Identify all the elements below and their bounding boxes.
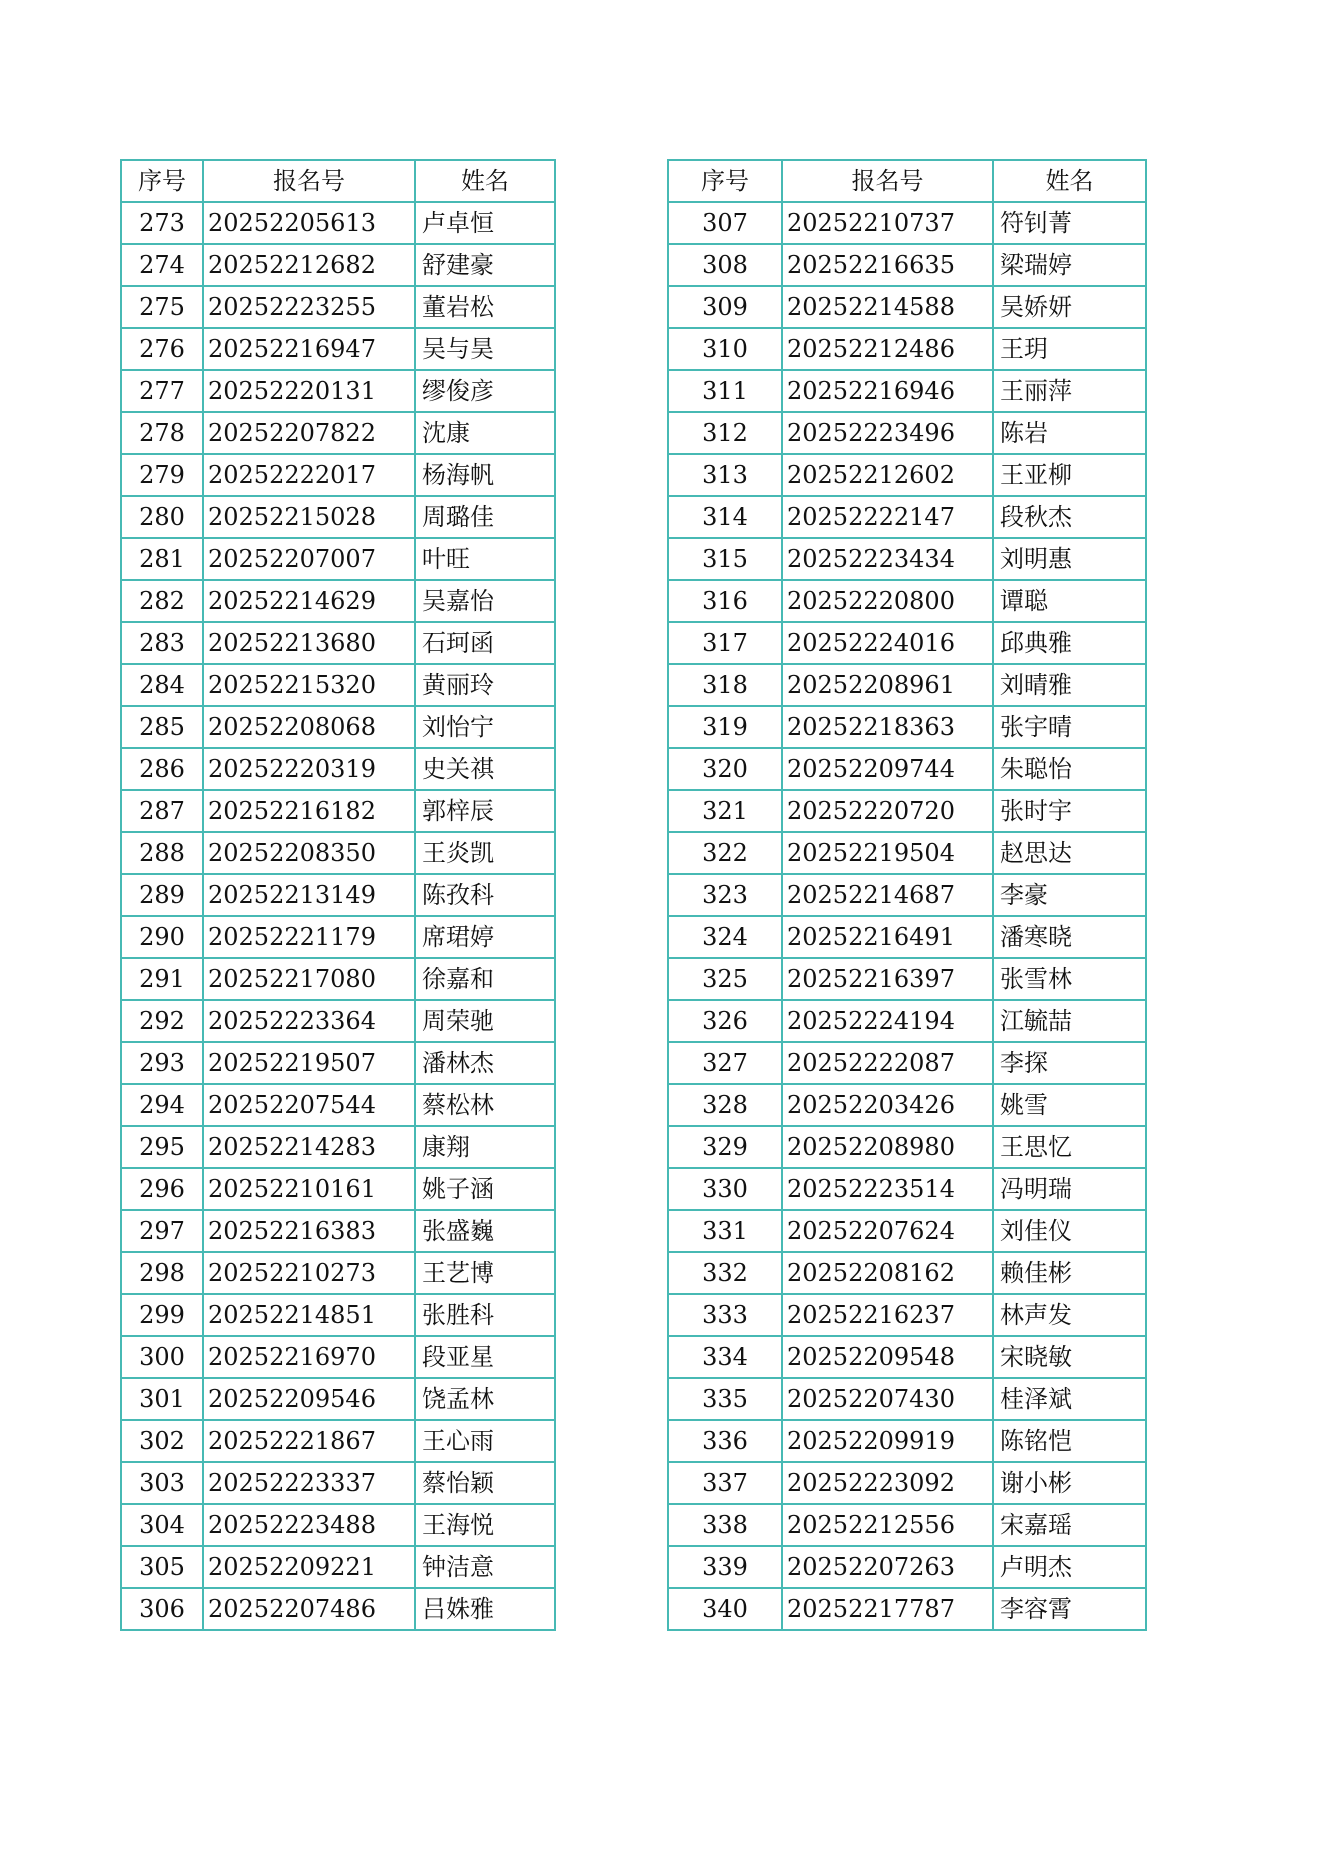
regno-cell: 20252219507	[203, 1042, 415, 1084]
regno-cell: 20252207822	[203, 412, 415, 454]
table-row	[668, 1210, 1146, 1252]
name-cell: 席珺婷	[415, 916, 555, 958]
regno-cell: 20252208350	[203, 832, 415, 874]
name-cell: 冯明瑞	[993, 1168, 1146, 1210]
regno-cell: 20252208162	[782, 1252, 993, 1294]
table-row	[668, 1126, 1146, 1168]
regno-cell: 20252224016	[782, 622, 993, 664]
name-cell: 王艺博	[415, 1252, 555, 1294]
table-row	[668, 1294, 1146, 1336]
name-cell: 朱聪怡	[993, 748, 1146, 790]
name-cell: 张盛巍	[415, 1210, 555, 1252]
table-row	[121, 916, 555, 958]
table-row	[121, 1210, 555, 1252]
table-row	[668, 1000, 1146, 1042]
seq-cell: 338	[668, 1504, 782, 1546]
table-row	[668, 1588, 1146, 1630]
table-row	[668, 412, 1146, 454]
name-cell: 史关祺	[415, 748, 555, 790]
table-row	[121, 790, 555, 832]
name-cell: 王炎凯	[415, 832, 555, 874]
name-cell: 李豪	[993, 874, 1146, 916]
seq-cell: 313	[668, 454, 782, 496]
name-cell: 林声发	[993, 1294, 1146, 1336]
seq-cell: 299	[121, 1294, 203, 1336]
seq-cell: 288	[121, 832, 203, 874]
seq-cell: 301	[121, 1378, 203, 1420]
name-cell: 郭梓辰	[415, 790, 555, 832]
regno-cell: 20252223434	[782, 538, 993, 580]
regno-cell: 20252223337	[203, 1462, 415, 1504]
seq-cell: 282	[121, 580, 203, 622]
regno-cell: 20252213680	[203, 622, 415, 664]
name-cell: 陈岩	[993, 412, 1146, 454]
seq-cell: 320	[668, 748, 782, 790]
regno-cell: 20252223255	[203, 286, 415, 328]
name-cell: 缪俊彦	[415, 370, 555, 412]
table-row	[121, 832, 555, 874]
table-row	[668, 1336, 1146, 1378]
name-cell: 姚雪	[993, 1084, 1146, 1126]
seq-cell: 290	[121, 916, 203, 958]
regno-cell: 20252210161	[203, 1168, 415, 1210]
name-cell: 钟洁意	[415, 1546, 555, 1588]
column-header-name: 姓名	[993, 160, 1146, 202]
seq-cell: 330	[668, 1168, 782, 1210]
seq-cell: 339	[668, 1546, 782, 1588]
table-row	[668, 1546, 1146, 1588]
name-cell: 宋嘉瑶	[993, 1504, 1146, 1546]
regno-cell: 20252208980	[782, 1126, 993, 1168]
seq-cell: 294	[121, 1084, 203, 1126]
regno-cell: 20252212602	[782, 454, 993, 496]
seq-cell: 281	[121, 538, 203, 580]
table-row	[668, 916, 1146, 958]
column-header-seq: 序号	[121, 160, 203, 202]
name-cell: 卢卓恒	[415, 202, 555, 244]
name-cell: 符钊菁	[993, 202, 1146, 244]
name-cell: 舒建豪	[415, 244, 555, 286]
seq-cell: 322	[668, 832, 782, 874]
seq-cell: 302	[121, 1420, 203, 1462]
seq-cell: 316	[668, 580, 782, 622]
table-row	[121, 1294, 555, 1336]
seq-cell: 332	[668, 1252, 782, 1294]
table-row	[668, 1168, 1146, 1210]
regno-cell: 20252216970	[203, 1336, 415, 1378]
table-row	[121, 1378, 555, 1420]
seq-cell: 319	[668, 706, 782, 748]
seq-cell: 335	[668, 1378, 782, 1420]
regno-cell: 20252220319	[203, 748, 415, 790]
table-row	[121, 1504, 555, 1546]
regno-cell: 20252203426	[782, 1084, 993, 1126]
seq-cell: 340	[668, 1588, 782, 1630]
seq-cell: 326	[668, 1000, 782, 1042]
table-row	[668, 454, 1146, 496]
name-cell: 沈康	[415, 412, 555, 454]
regno-cell: 20252215320	[203, 664, 415, 706]
regno-cell: 20252207624	[782, 1210, 993, 1252]
regno-cell: 20252212556	[782, 1504, 993, 1546]
regno-cell: 20252216946	[782, 370, 993, 412]
seq-cell: 329	[668, 1126, 782, 1168]
table-row	[668, 1504, 1146, 1546]
name-cell: 段亚星	[415, 1336, 555, 1378]
name-cell: 康翔	[415, 1126, 555, 1168]
table-row	[668, 202, 1146, 244]
name-cell: 叶旺	[415, 538, 555, 580]
regno-cell: 20252221179	[203, 916, 415, 958]
table-row	[668, 832, 1146, 874]
roster-body-right	[668, 202, 1146, 1630]
table-row	[668, 622, 1146, 664]
seq-cell: 308	[668, 244, 782, 286]
table-row	[121, 664, 555, 706]
name-cell: 潘寒晓	[993, 916, 1146, 958]
seq-cell: 275	[121, 286, 203, 328]
name-cell: 黄丽玲	[415, 664, 555, 706]
regno-cell: 20252207486	[203, 1588, 415, 1630]
regno-cell: 20252223496	[782, 412, 993, 454]
name-cell: 刘佳仪	[993, 1210, 1146, 1252]
column-header-seq: 序号	[668, 160, 782, 202]
table-row	[121, 454, 555, 496]
name-cell: 吴娇妍	[993, 286, 1146, 328]
seq-cell: 334	[668, 1336, 782, 1378]
table-row	[668, 286, 1146, 328]
name-cell: 刘怡宁	[415, 706, 555, 748]
seq-cell: 303	[121, 1462, 203, 1504]
name-cell: 李容霄	[993, 1588, 1146, 1630]
regno-cell: 20252205613	[203, 202, 415, 244]
regno-cell: 20252209548	[782, 1336, 993, 1378]
seq-cell: 314	[668, 496, 782, 538]
table-row	[121, 706, 555, 748]
seq-cell: 279	[121, 454, 203, 496]
table-row	[668, 1042, 1146, 1084]
name-cell: 卢明杰	[993, 1546, 1146, 1588]
column-header-regno: 报名号	[782, 160, 993, 202]
table-row	[121, 496, 555, 538]
table-row	[668, 328, 1146, 370]
seq-cell: 300	[121, 1336, 203, 1378]
name-cell: 董岩松	[415, 286, 555, 328]
seq-cell: 296	[121, 1168, 203, 1210]
name-cell: 王玥	[993, 328, 1146, 370]
regno-cell: 20252207263	[782, 1546, 993, 1588]
name-cell: 邱典雅	[993, 622, 1146, 664]
table-row	[121, 1462, 555, 1504]
seq-cell: 283	[121, 622, 203, 664]
regno-cell: 20252207544	[203, 1084, 415, 1126]
regno-cell: 20252224194	[782, 1000, 993, 1042]
regno-cell: 20252210737	[782, 202, 993, 244]
seq-cell: 318	[668, 664, 782, 706]
seq-cell: 328	[668, 1084, 782, 1126]
table-row	[668, 664, 1146, 706]
name-cell: 蔡怡颖	[415, 1462, 555, 1504]
seq-cell: 325	[668, 958, 782, 1000]
regno-cell: 20252216491	[782, 916, 993, 958]
seq-cell: 309	[668, 286, 782, 328]
seq-cell: 323	[668, 874, 782, 916]
table-row	[121, 244, 555, 286]
seq-cell: 311	[668, 370, 782, 412]
table-row	[121, 580, 555, 622]
name-cell: 徐嘉和	[415, 958, 555, 1000]
table-row	[121, 1168, 555, 1210]
seq-cell: 304	[121, 1504, 203, 1546]
name-cell: 饶孟林	[415, 1378, 555, 1420]
table-row	[121, 328, 555, 370]
name-cell: 周荣驰	[415, 1000, 555, 1042]
table-row	[668, 790, 1146, 832]
table-row	[668, 580, 1146, 622]
header-row	[668, 160, 1146, 202]
name-cell: 李探	[993, 1042, 1146, 1084]
roster-body-left	[121, 202, 555, 1630]
seq-cell: 285	[121, 706, 203, 748]
regno-cell: 20252214851	[203, 1294, 415, 1336]
regno-cell: 20252208961	[782, 664, 993, 706]
name-cell: 刘明惠	[993, 538, 1146, 580]
regno-cell: 20252216383	[203, 1210, 415, 1252]
seq-cell: 324	[668, 916, 782, 958]
name-cell: 江毓喆	[993, 1000, 1146, 1042]
seq-cell: 291	[121, 958, 203, 1000]
regno-cell: 20252214283	[203, 1126, 415, 1168]
name-cell: 谭聪	[993, 580, 1146, 622]
regno-cell: 20252218363	[782, 706, 993, 748]
seq-cell: 280	[121, 496, 203, 538]
name-cell: 姚子涵	[415, 1168, 555, 1210]
name-cell: 张胜科	[415, 1294, 555, 1336]
name-cell: 吴与昊	[415, 328, 555, 370]
name-cell: 潘林杰	[415, 1042, 555, 1084]
seq-cell: 287	[121, 790, 203, 832]
regno-cell: 20252216947	[203, 328, 415, 370]
seq-cell: 315	[668, 538, 782, 580]
regno-cell: 20252216397	[782, 958, 993, 1000]
table-row	[121, 622, 555, 664]
regno-cell: 20252217080	[203, 958, 415, 1000]
name-cell: 王思忆	[993, 1126, 1146, 1168]
seq-cell: 305	[121, 1546, 203, 1588]
regno-cell: 20252216635	[782, 244, 993, 286]
seq-cell: 312	[668, 412, 782, 454]
regno-cell: 20252215028	[203, 496, 415, 538]
column-header-regno: 报名号	[203, 160, 415, 202]
regno-cell: 20252221867	[203, 1420, 415, 1462]
seq-cell: 277	[121, 370, 203, 412]
regno-cell: 20252223488	[203, 1504, 415, 1546]
table-row	[668, 874, 1146, 916]
seq-cell: 310	[668, 328, 782, 370]
name-cell: 桂泽斌	[993, 1378, 1146, 1420]
regno-cell: 20252207430	[782, 1378, 993, 1420]
regno-cell: 20252223364	[203, 1000, 415, 1042]
seq-cell: 295	[121, 1126, 203, 1168]
table-row	[668, 1462, 1146, 1504]
name-cell: 王心雨	[415, 1420, 555, 1462]
regno-cell: 20252220131	[203, 370, 415, 412]
seq-cell: 337	[668, 1462, 782, 1504]
regno-cell: 20252208068	[203, 706, 415, 748]
table-row	[121, 412, 555, 454]
seq-cell: 331	[668, 1210, 782, 1252]
name-cell: 刘晴雅	[993, 664, 1146, 706]
table-row	[668, 370, 1146, 412]
name-cell: 王海悦	[415, 1504, 555, 1546]
name-cell: 谢小彬	[993, 1462, 1146, 1504]
seq-cell: 298	[121, 1252, 203, 1294]
name-cell: 杨海帆	[415, 454, 555, 496]
table-row	[668, 496, 1146, 538]
regno-cell: 20252223092	[782, 1462, 993, 1504]
table-row	[121, 370, 555, 412]
seq-cell: 327	[668, 1042, 782, 1084]
name-cell: 宋晓敏	[993, 1336, 1146, 1378]
regno-cell: 20252207007	[203, 538, 415, 580]
name-cell: 张宇晴	[993, 706, 1146, 748]
seq-cell: 333	[668, 1294, 782, 1336]
regno-cell: 20252222087	[782, 1042, 993, 1084]
table-row	[121, 286, 555, 328]
table-row	[121, 1126, 555, 1168]
regno-cell: 20252214588	[782, 286, 993, 328]
regno-cell: 20252219504	[782, 832, 993, 874]
table-row	[668, 244, 1146, 286]
name-cell: 吕姝雅	[415, 1588, 555, 1630]
table-row	[121, 538, 555, 580]
table-row	[121, 1000, 555, 1042]
seq-cell: 321	[668, 790, 782, 832]
name-cell: 蔡松林	[415, 1084, 555, 1126]
regno-cell: 20252213149	[203, 874, 415, 916]
table-row	[121, 1546, 555, 1588]
name-cell: 赵思达	[993, 832, 1146, 874]
seq-cell: 292	[121, 1000, 203, 1042]
seq-cell: 306	[121, 1588, 203, 1630]
name-cell: 张时宇	[993, 790, 1146, 832]
table-row	[121, 958, 555, 1000]
seq-cell: 276	[121, 328, 203, 370]
seq-cell: 274	[121, 244, 203, 286]
regno-cell: 20252209919	[782, 1420, 993, 1462]
name-cell: 石珂函	[415, 622, 555, 664]
regno-cell: 20252209744	[782, 748, 993, 790]
regno-cell: 20252214687	[782, 874, 993, 916]
table-row	[121, 1252, 555, 1294]
table-row	[668, 958, 1146, 1000]
seq-cell: 317	[668, 622, 782, 664]
regno-cell: 20252222147	[782, 496, 993, 538]
table-row	[668, 1084, 1146, 1126]
regno-cell: 20252210273	[203, 1252, 415, 1294]
name-cell: 陈孜科	[415, 874, 555, 916]
seq-cell: 297	[121, 1210, 203, 1252]
regno-cell: 20252212486	[782, 328, 993, 370]
table-row	[668, 538, 1146, 580]
table-row	[121, 1336, 555, 1378]
regno-cell: 20252214629	[203, 580, 415, 622]
seq-cell: 307	[668, 202, 782, 244]
regno-cell: 20252220800	[782, 580, 993, 622]
regno-cell: 20252216182	[203, 790, 415, 832]
regno-cell: 20252209221	[203, 1546, 415, 1588]
name-cell: 王丽萍	[993, 370, 1146, 412]
regno-cell: 20252217787	[782, 1588, 993, 1630]
name-cell: 王亚柳	[993, 454, 1146, 496]
seq-cell: 286	[121, 748, 203, 790]
roster-table-left	[120, 159, 556, 1631]
table-row	[668, 1378, 1146, 1420]
regno-cell: 20252212682	[203, 244, 415, 286]
table-row	[121, 1084, 555, 1126]
name-cell: 张雪林	[993, 958, 1146, 1000]
name-cell: 周璐佳	[415, 496, 555, 538]
table-row	[121, 1588, 555, 1630]
name-cell: 段秋杰	[993, 496, 1146, 538]
roster-table-right	[667, 159, 1147, 1631]
seq-cell: 284	[121, 664, 203, 706]
seq-cell: 278	[121, 412, 203, 454]
table-row	[121, 1420, 555, 1462]
table-row	[668, 748, 1146, 790]
seq-cell: 289	[121, 874, 203, 916]
regno-cell: 20252222017	[203, 454, 415, 496]
regno-cell: 20252223514	[782, 1168, 993, 1210]
name-cell: 吴嘉怡	[415, 580, 555, 622]
seq-cell: 336	[668, 1420, 782, 1462]
regno-cell: 20252220720	[782, 790, 993, 832]
regno-cell: 20252209546	[203, 1378, 415, 1420]
seq-cell: 293	[121, 1042, 203, 1084]
name-cell: 梁瑞婷	[993, 244, 1146, 286]
seq-cell: 273	[121, 202, 203, 244]
regno-cell: 20252216237	[782, 1294, 993, 1336]
table-row	[668, 1252, 1146, 1294]
table-row	[121, 874, 555, 916]
table-row	[121, 748, 555, 790]
header-row	[121, 160, 555, 202]
table-row	[121, 1042, 555, 1084]
name-cell: 陈铭恺	[993, 1420, 1146, 1462]
table-row	[121, 202, 555, 244]
column-header-name: 姓名	[415, 160, 555, 202]
name-cell: 赖佳彬	[993, 1252, 1146, 1294]
table-row	[668, 706, 1146, 748]
table-row	[668, 1420, 1146, 1462]
